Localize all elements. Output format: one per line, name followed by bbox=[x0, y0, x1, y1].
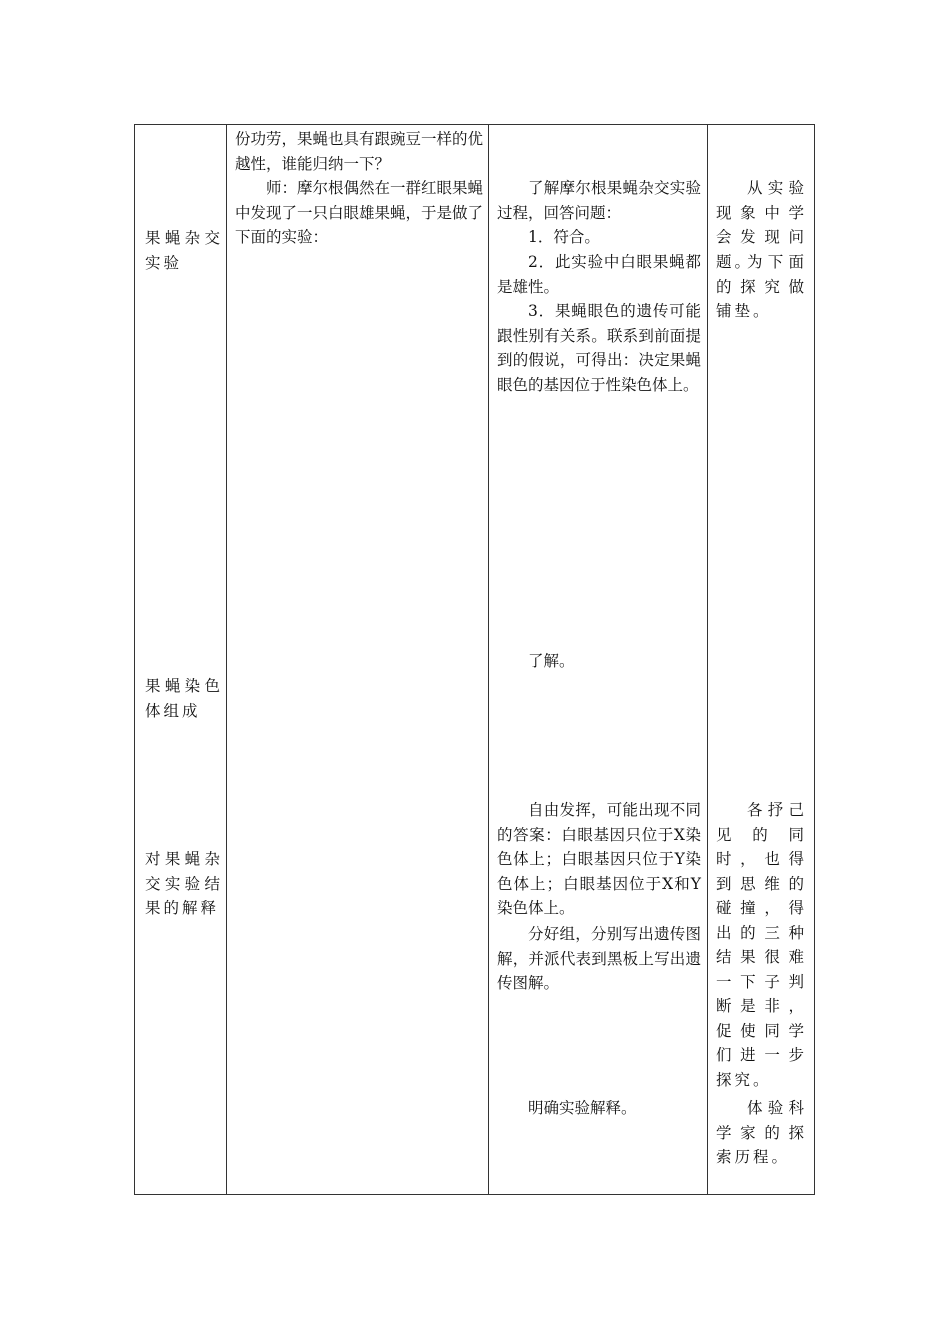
student-answer-1: 1．符合。 bbox=[528, 228, 600, 246]
student-clarify: 明确实验解释。 bbox=[528, 1099, 637, 1117]
topic-cross-result-explanation: 对果蝇杂交实验结果的解释 bbox=[145, 850, 223, 917]
column-divider bbox=[488, 125, 489, 1194]
student-answer-3: 3．果蝇眼色的遗传可能跟性别有关系。联系到前面提到的假说，可得出：决定果蝇眼色的基因位于性染色体上。 bbox=[497, 302, 701, 394]
teacher-text-2: 师：摩尔根偶然在一群红眼果蝇中发现了一只白眼雄果蝇，于是做了下面的实验： bbox=[235, 179, 484, 246]
student-understand: 了解。 bbox=[528, 652, 575, 670]
teacher-text-1: 份功劳，果蝇也具有跟豌豆一样的优越性，谁能归纳一下？ bbox=[235, 130, 484, 173]
student-group-work: 分好组，分别写出遗传图解，并派代表到黑板上写出遗传图解。 bbox=[497, 925, 701, 992]
intent-3: 各抒己见的同时，也得到思维的碰撞，得出的三种结果很难一下子判断是非，促使同学们进一步探究。 bbox=[716, 801, 807, 1089]
topic-fly-cross-experiment: 果蝇杂交实验 bbox=[145, 229, 223, 272]
intent-1: 从实验现象中学会发现问题。 bbox=[716, 179, 807, 271]
lesson-table bbox=[134, 124, 815, 1195]
column-divider bbox=[226, 125, 227, 1194]
student-intro: 了解摩尔根果蝇杂交实验过程，回答问题： bbox=[497, 179, 701, 222]
topic-fly-chromosome-composition: 果蝇染色体组成 bbox=[145, 677, 223, 720]
student-free-answer: 自由发挥，可能出现不同的答案：白眼基因只位于X染色体上；白眼基因只位于Y染色体上；白眼基因位于X和Y染色体上。 bbox=[497, 801, 701, 917]
intent-2: 为下面的探究做铺垫。 bbox=[716, 253, 807, 320]
student-answer-2: 2．此实验中白眼果蝇都是雄性。 bbox=[497, 253, 701, 296]
column-divider bbox=[707, 125, 708, 1194]
intent-4: 体验科学家的探索历程。 bbox=[716, 1099, 807, 1166]
